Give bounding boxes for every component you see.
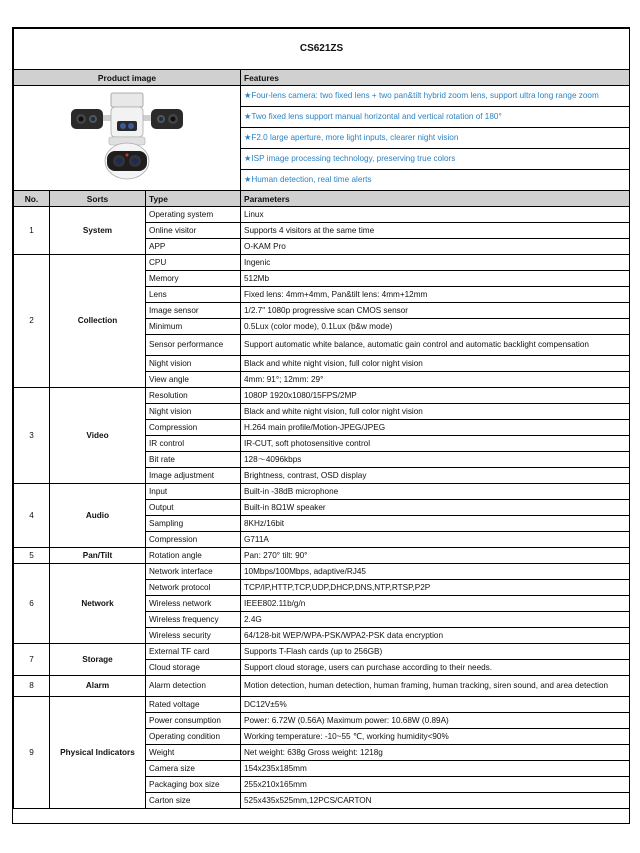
spec-type: Rated voltage — [146, 697, 241, 713]
spec-parameter: 8KHz/16bit — [241, 516, 630, 532]
spec-parameter: Brightness, contrast, OSD display — [241, 468, 630, 484]
spec-row — [14, 644, 630, 660]
product-image-cell — [14, 86, 241, 191]
spec-type: Wireless security — [146, 628, 241, 644]
spec-sheet — [12, 27, 630, 824]
feature-item: ★Human detection, real time alerts — [241, 170, 630, 191]
group-sort: Storage — [50, 644, 146, 676]
spec-parameter: 10Mbps/100Mbps, adaptive/RJ45 — [241, 564, 630, 580]
spec-type: Network protocol — [146, 580, 241, 596]
feature-item: ★ISP image processing technology, preserving true colors — [241, 149, 630, 170]
spec-type: Operating system — [146, 207, 241, 223]
spec-type: CPU — [146, 255, 241, 271]
product-image-header: Product image — [14, 70, 241, 86]
spec-type: APP — [146, 239, 241, 255]
spec-parameter: Power: 6.72W (0.56A) Maximum power: 10.68W (0.89A) — [241, 713, 630, 729]
spec-parameter: Motion detection, human detection, human framing, human tracking, siren sound, and area detection — [241, 676, 630, 697]
spec-parameter: 154x235x185mm — [241, 761, 630, 777]
spec-parameter: Net weight: 638g Gross weight: 1218g — [241, 745, 630, 761]
spec-row — [14, 564, 630, 580]
spec-parameter: TCP/IP,HTTP,TCP,UDP,DHCP,DNS,NTP,RTSP,P2P — [241, 580, 630, 596]
table-footer-space — [13, 809, 629, 823]
spec-type: Image sensor — [146, 303, 241, 319]
spec-row — [14, 255, 630, 271]
spec-type: Image adjustment — [146, 468, 241, 484]
spec-parameter: IEEE802.11b/g/n — [241, 596, 630, 612]
spec-parameter: DC12V±5% — [241, 697, 630, 713]
spec-parameter: 2.4G — [241, 612, 630, 628]
spec-type: Memory — [146, 271, 241, 287]
spec-type: Network interface — [146, 564, 241, 580]
spec-type: Cloud storage — [146, 660, 241, 676]
product-title: CS621ZS — [14, 29, 630, 70]
group-number: 2 — [14, 255, 50, 388]
spec-type: Wireless network — [146, 596, 241, 612]
spec-parameter: Ingenic — [241, 255, 630, 271]
spec-type: Bit rate — [146, 452, 241, 468]
group-number: 8 — [14, 676, 50, 697]
spec-parameter: Supports 4 visitors at the same time — [241, 223, 630, 239]
camera-product-image — [67, 91, 187, 183]
spec-type: Night vision — [146, 404, 241, 420]
spec-parameter: Black and white night vision, full color night vision — [241, 404, 630, 420]
feature-item: ★Two fixed lens support manual horizontal and vertical rotation of 180° — [241, 107, 630, 128]
spec-type: Wireless frequency — [146, 612, 241, 628]
group-number: 5 — [14, 548, 50, 564]
spec-row — [14, 676, 630, 697]
spec-parameter: G711A — [241, 532, 630, 548]
spec-parameter: Black and white night vision, full color night vision — [241, 356, 630, 372]
spec-parameter: Pan: 270° tilt: 90° — [241, 548, 630, 564]
spec-parameter: H.264 main profile/Motion-JPEG/JPEG — [241, 420, 630, 436]
spec-parameter: 128～4096kbps — [241, 452, 630, 468]
spec-type: Operating condition — [146, 729, 241, 745]
spec-type: Rotation angle — [146, 548, 241, 564]
spec-row — [14, 207, 630, 223]
group-number: 1 — [14, 207, 50, 255]
spec-type: IR control — [146, 436, 241, 452]
spec-type: Output — [146, 500, 241, 516]
group-sort: Video — [50, 388, 146, 484]
group-sort: Physical Indicators — [50, 697, 146, 809]
group-sort: Pan/Tilt — [50, 548, 146, 564]
spec-type: Packaging box size — [146, 777, 241, 793]
spec-type: Alarm detection — [146, 676, 241, 697]
spec-table — [13, 28, 630, 809]
spec-type: Carton size — [146, 793, 241, 809]
spec-type: Lens — [146, 287, 241, 303]
spec-parameter: Supports T-Flash cards (up to 256GB) — [241, 644, 630, 660]
spec-row — [14, 697, 630, 713]
spec-parameter: 4mm: 91°; 12mm: 29° — [241, 372, 630, 388]
spec-parameter: 255x210x165mm — [241, 777, 630, 793]
spec-parameter: 64/128-bit WEP/WPA-PSK/WPA2-PSK data encryption — [241, 628, 630, 644]
group-sort: Collection — [50, 255, 146, 388]
spec-type: External TF card — [146, 644, 241, 660]
spec-type: Sampling — [146, 516, 241, 532]
spec-type: Minimum — [146, 319, 241, 335]
spec-parameter: 525x435x525mm,12PCS/CARTON — [241, 793, 630, 809]
feature-item: ★Four-lens camera: two fixed lens + two pan&tilt hybrid zoom lens, support ultra long range zoom — [241, 86, 630, 107]
group-number: 6 — [14, 564, 50, 644]
type-header: Type — [146, 191, 241, 207]
spec-parameter: Linux — [241, 207, 630, 223]
spec-parameter: 1/2.7" 1080p progressive scan CMOS sensor — [241, 303, 630, 319]
group-sort: System — [50, 207, 146, 255]
spec-row — [14, 484, 630, 500]
feature-item: ★F2.0 large aperture, more light inputs, clearer night vision — [241, 128, 630, 149]
spec-parameter: 1080P 1920x1080/15FPS/2MP — [241, 388, 630, 404]
spec-parameter: 0.5Lux (color mode), 0.1Lux (b&w mode) — [241, 319, 630, 335]
spec-parameter: Support automatic white balance, automatic gain control and automatic backlight compensation — [241, 335, 630, 356]
group-sort: Audio — [50, 484, 146, 548]
spec-type: Sensor performance — [146, 335, 241, 356]
spec-parameter: Fixed lens: 4mm+4mm, Pan&tilt lens: 4mm+12mm — [241, 287, 630, 303]
spec-type: Resolution — [146, 388, 241, 404]
spec-parameter: IR-CUT, soft photosensitive control — [241, 436, 630, 452]
spec-type: Online visitor — [146, 223, 241, 239]
spec-parameter: Working temperature: -10~55 ℃, working humidity<90% — [241, 729, 630, 745]
spec-type: Camera size — [146, 761, 241, 777]
spec-type: Weight — [146, 745, 241, 761]
spec-parameter: Built-in -38dB microphone — [241, 484, 630, 500]
spec-parameter: Built-in 8Ω1W speaker — [241, 500, 630, 516]
features-header: Features — [241, 70, 630, 86]
group-number: 4 — [14, 484, 50, 548]
no-header: No. — [14, 191, 50, 207]
spec-type: View angle — [146, 372, 241, 388]
sorts-header: Sorts — [50, 191, 146, 207]
spec-parameter: 512Mb — [241, 271, 630, 287]
spec-type: Power consumption — [146, 713, 241, 729]
spec-type: Compression — [146, 532, 241, 548]
group-sort: Network — [50, 564, 146, 644]
spec-parameter: O-KAM Pro — [241, 239, 630, 255]
spec-row — [14, 388, 630, 404]
group-number: 3 — [14, 388, 50, 484]
group-number: 7 — [14, 644, 50, 676]
group-number: 9 — [14, 697, 50, 809]
spec-type: Compression — [146, 420, 241, 436]
spec-type: Input — [146, 484, 241, 500]
spec-parameter: Support cloud storage, users can purchase according to their needs. — [241, 660, 630, 676]
group-sort: Alarm — [50, 676, 146, 697]
spec-row — [14, 548, 630, 564]
spec-type: Night vision — [146, 356, 241, 372]
parameters-header: Parameters — [241, 191, 630, 207]
